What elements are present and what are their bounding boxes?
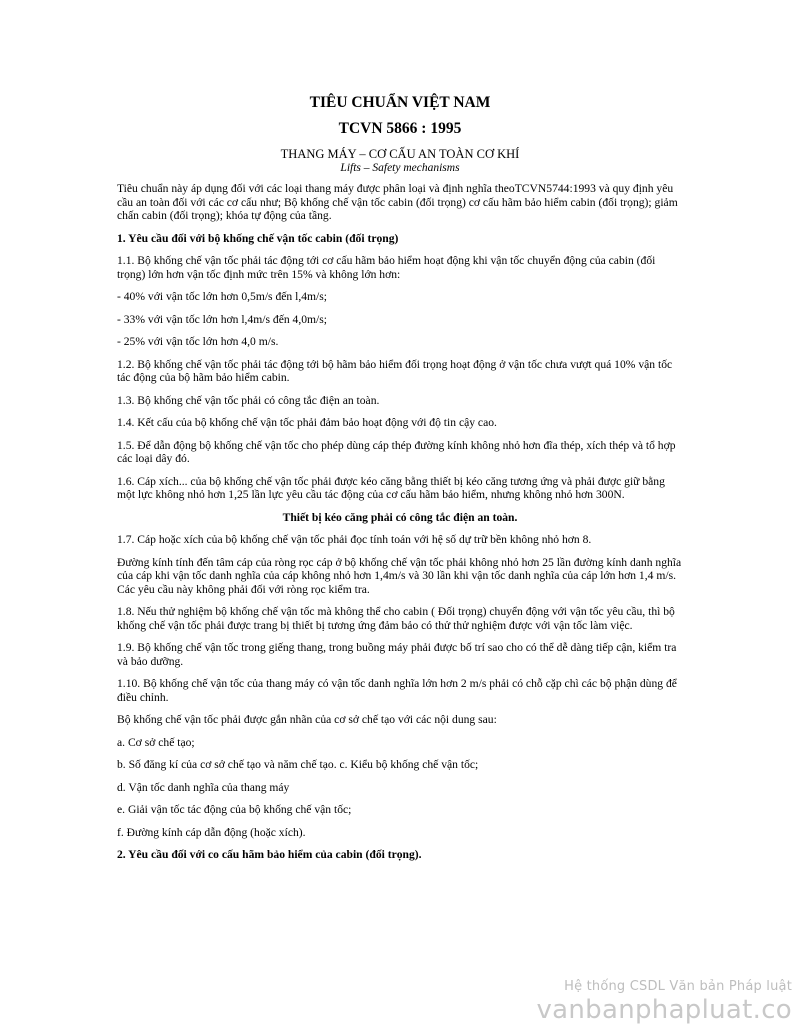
watermark-domain: vanbanphapluat.co [536,995,792,1025]
clause-1-8: 1.8. Nếu thử nghiệm bộ khống chế vận tốc mà không thể cho cabin ( Đối trọng) chuyển động với vận tốc yêu cầu, thì bộ khống chế vận tốc phải được trang bị thiết bị tương ứng đảm bảo có thử thử nghiệm được với vận tốc làm việc. [117,605,675,632]
list-item: e. Giải vận tốc tác động của bộ khống chế vận tốc; [117,803,352,816]
section-2-heading: 2. Yêu cầu đối với co cấu hãm bảo hiểm của cabin (đối trọng). [117,848,422,861]
clause-1-4: 1.4. Kết cấu của bộ khống chế vận tốc phải đảm bảo hoạt động với độ tin cậy cao. [117,416,497,429]
standard-code: TCVN 5866 : 1995 [338,120,462,137]
clause-1-6: 1.6. Cáp xích... của bộ khống chế vận tốc phải được kéo căng bằng thiết bị kéo căng tương ứng và phải được giữ bằng một lực không nhỏ hơn 1,25 lần lực yêu cầu tác động của cơ cấu hãm bảo hiểm, nhưng không nhỏ hơn 300N. [117,474,665,501]
list-item: - 25% với vận tốc lớn hơn 4,0 m/s. [117,335,279,348]
document-subtitle: THANG MÁY – CƠ CẤU AN TOÀN CƠ KHÍ [280,147,520,161]
intro-paragraph: Tiêu chuẩn này áp dụng đối với các loại thang máy được phân loại và định nghĩa theoTCVN5744:1993 và quy định yêu cầu an toàn đối với các cơ cấu như; Bộ khống chế vận tốc cabin (đối trọng) cơ cấu hãm bảo hiểm cabin (đối trọng); giảm chấn cabin (đối trọng); khóa tự động của tầng. [117,182,678,222]
list-item: b. Số đăng kí của cơ sở chế tạo và năm chế tạo. c. Kiểu bộ khống chế vận tốc; [117,758,479,771]
document-page [117,93,683,871]
clause-1-7: 1.7. Cáp hoặc xích của bộ khống chế vận tốc phải đọc tính toán với hệ số dự trữ bền không nhỏ hơn 8. [117,533,592,546]
tensioner-note: Thiết bị kéo căng phải có công tắc điện an toàn. [282,510,518,524]
section-1-heading: 1. Yêu cầu đối với bộ khống chế vận tốc cabin (đối trọng) [117,231,399,245]
watermark-caption: Hệ thống CSDL Văn bản Pháp luật [564,979,792,994]
list-item: a. Cơ sở chế tạo; [117,735,195,749]
list-item: - 33% với vận tốc lớn hơn l,4m/s đến 4,0m/s; [117,312,327,326]
clause-1-3: 1.3. Bộ khống chế vận tốc phải có công tắc điện an toàn. [117,393,380,407]
document-subtitle-english: Lifts – Safety mechanisms [340,162,460,174]
list-item: f. Đường kính cáp dẫn động (hoặc xích). [117,825,306,839]
label-requirements-paragraph: Bộ khống chế vận tốc phải được gắn nhãn của cơ sở chế tạo với các nội dung sau: [117,713,497,726]
clause-1-2: 1.2. Bộ khống chế vận tốc phải tác động tới bộ hãm bảo hiểm đối trọng hoạt động ở vận tốc chưa vượt quá 10% vận tốc tác động của bộ hãm bảo hiểm cabin. [117,357,673,384]
site-watermark [536,979,792,1025]
document-title: TIÊU CHUẨN VIỆT NAM [309,94,491,111]
clause-1-9: 1.9. Bộ khống chế vận tốc trong giếng thang, trong buồng máy phải được bố trí sao cho có thể dễ dàng tiếp cận, kiểm tra và bảo dưỡng. [117,641,677,668]
list-item: d. Vận tốc danh nghĩa của thang máy [117,780,290,794]
clause-1-10: 1.10. Bộ khống chế vận tốc của thang máy có vận tốc danh nghĩa lớn hơn 2 m/s phải có chỗ cặp chì các bộ phận dùng để điều chỉnh. [117,677,677,704]
clause-1-5: 1.5. Để dẫn động bộ khống chế vận tốc cho phép dùng cáp thép đường kính không nhỏ hơn đĩa thép, xích thép và tổ hợp các loại dây đó. [117,438,676,465]
clause-1-1: 1.1. Bộ khống chế vận tốc phải tác động tới cơ cấu hãm bảo hiểm hoạt động khi vận tốc chuyển động của cabin (đối trọng) lớn hơn vận tốc định mức trên 15% và không lớn hơn: [117,254,656,281]
pulley-diameter-paragraph: Đường kính tính đến tâm cáp của ròng rọc cáp ở bộ khống chế vận tốc phải không nhỏ hơn 25 lần đường kính danh nghĩa của cáp khi vận tốc danh nghĩa của cáp không nhỏ hơn 1,4m/s và 30 lần khi vận tốc danh nghĩa của cáp lớn hơn 1,4 m/s. Các yêu cầu này không phải đối với ròng rọc kiểm tra. [117,555,682,596]
list-item: - 40% với vận tốc lớn hơn 0,5m/s đến l,4m/s; [117,290,327,303]
